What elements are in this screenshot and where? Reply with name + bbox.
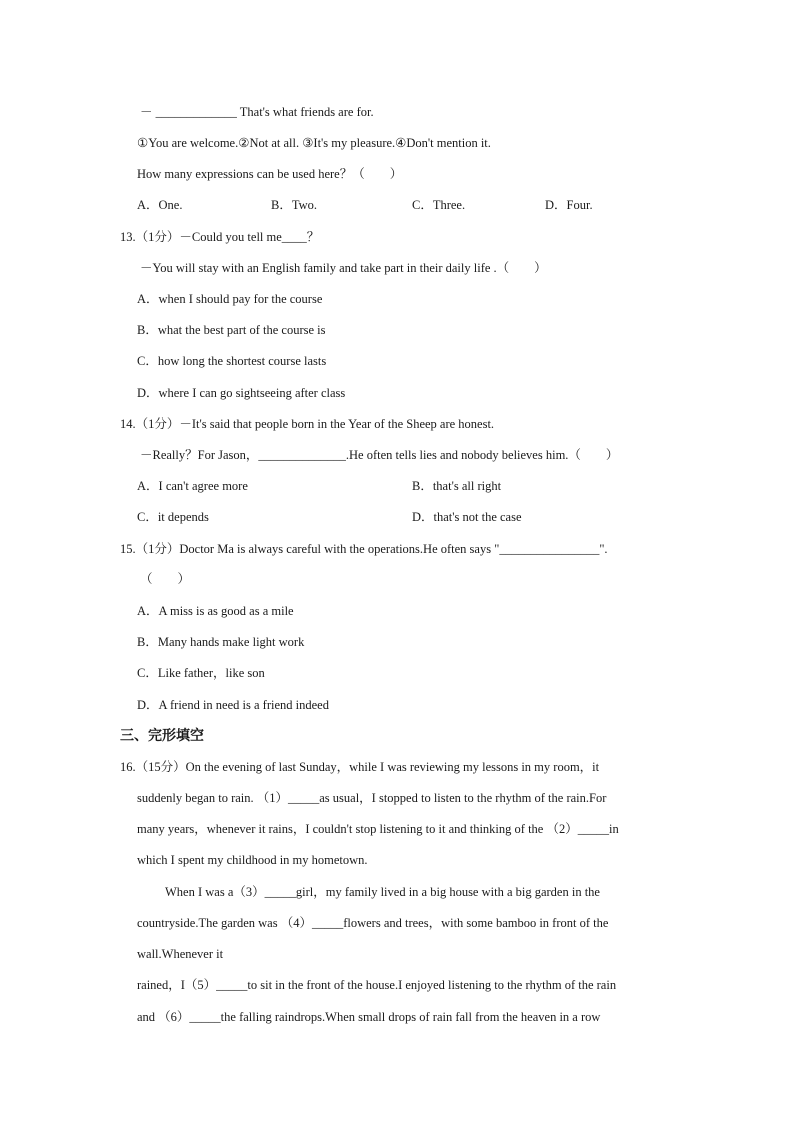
q15-option-a: A．A miss is as good as a mile xyxy=(137,604,294,618)
q16-line-7: wall.Whenever it xyxy=(137,947,224,961)
q14-option-d: D．that's not the case xyxy=(412,510,522,524)
q15-bracket: （ ） xyxy=(140,572,191,586)
q16-line-1: 16.（15分）On the evening of last Sunday，while I was reviewing my lessons in my room，it xyxy=(120,760,600,774)
q16-line-8: rained，I（5）_____to sit in the front of the house.I enjoyed listening to the rhythm of the rain xyxy=(137,978,617,992)
q16-line-4: which I spent my childhood in my hometown. xyxy=(137,853,368,867)
q16-line-2: suddenly began to rain. （1）_____as usual，I stopped to listen to the rhythm of the rain.For xyxy=(137,791,607,805)
q13-option-c: C．how long the shortest course lasts xyxy=(137,354,327,368)
q16-line-5: When I was a（3）_____girl，my family lived in a big house with a big garden in the xyxy=(165,885,600,899)
q12-option-a: A．One. xyxy=(137,198,183,212)
q13-option-d: D．where I can go sightseeing after class xyxy=(137,386,346,400)
q16-line-9: and （6）_____the falling raindrops.When small drops of rain fall from the heaven in a row xyxy=(137,1010,601,1024)
q15-stem: 15.（1分）Doctor Ma is always careful with the operations.He often says "________________". xyxy=(120,542,608,556)
q15-option-b: B．Many hands make light work xyxy=(137,635,305,649)
q14-option-b: B．that's all right xyxy=(412,479,502,493)
q12-dialog-line: － _____________ That's what friends are for. xyxy=(140,105,374,119)
section-title: 三、完形填空 xyxy=(120,728,204,744)
q15-option-d: D．A friend in need is a friend indeed xyxy=(137,698,329,712)
q14-option-a: A．I can't agree more xyxy=(137,479,248,493)
q14-option-c: C．it depends xyxy=(137,510,209,524)
q13-stem: 13.（1分）－Could you tell me____？ xyxy=(120,230,320,244)
q16-line-6: countryside.The garden was （4）_____flowers and trees，with some bamboo in front of the xyxy=(137,916,609,930)
q13-option-a: A．when I should pay for the course xyxy=(137,292,323,306)
q12-option-d: D．Four. xyxy=(545,198,593,212)
q16-line-3: many years，whenever it rains，I couldn't stop listening to it and thinking of the （2）_____in xyxy=(137,822,619,836)
q13-reply: －You will stay with an English family and take part in their daily life .（ ） xyxy=(140,261,547,275)
q12-option-b: B．Two. xyxy=(271,198,318,212)
q12-question: How many expressions can be used here？（ ） xyxy=(137,167,403,181)
q13-option-b: B．what the best part of the course is xyxy=(137,323,326,337)
q15-option-c: C．Like father，like son xyxy=(137,666,265,680)
q12-expressions: ①You are welcome.②Not at all. ③It's my pleasure.④Don't mention it. xyxy=(137,136,491,150)
q14-stem: 14.（1分）－It's said that people born in the Year of the Sheep are honest. xyxy=(120,417,495,431)
q12-option-c: C．Three. xyxy=(412,198,466,212)
q14-reply: －Really？For Jason，______________.He often tells lies and nobody believes him.（ ） xyxy=(140,448,619,462)
